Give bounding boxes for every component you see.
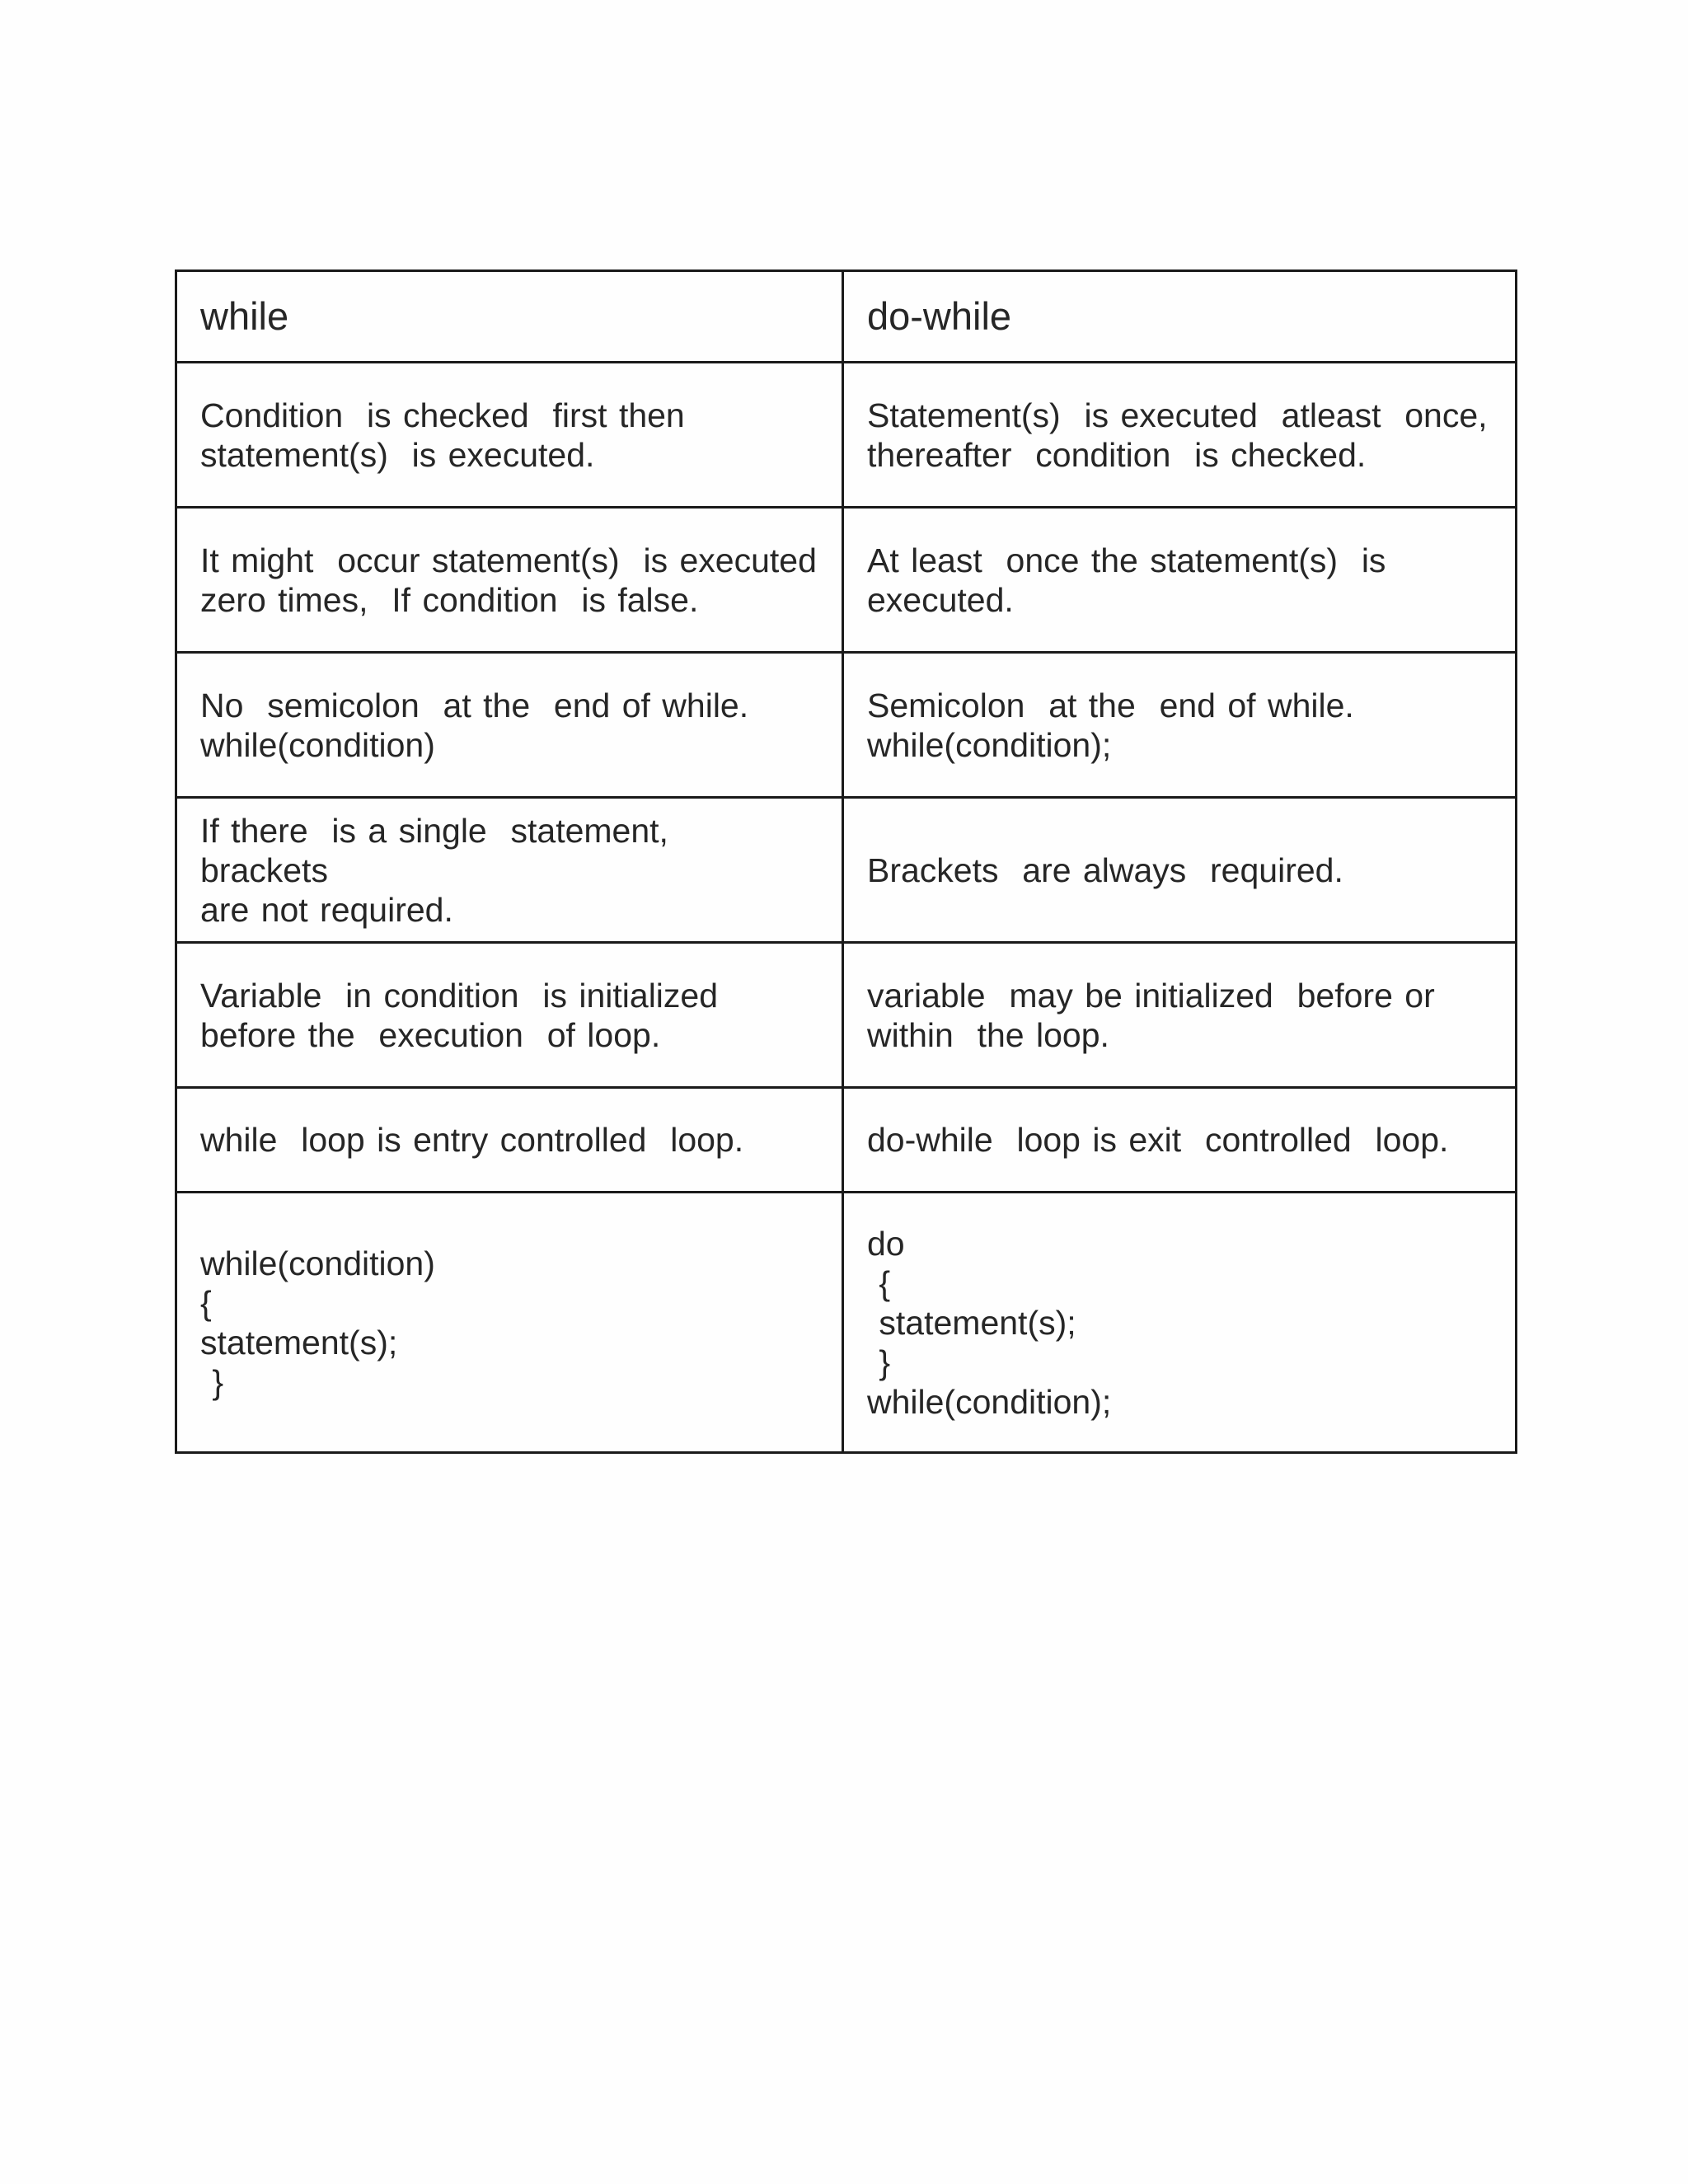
- table-row-code-example: [176, 1193, 1517, 1453]
- comparison-table: [175, 269, 1517, 1454]
- table-header-row: [176, 271, 1517, 363]
- table-cell-do-while: variable may be initialized before or within the loop.: [843, 943, 1517, 1088]
- table-row: [176, 798, 1517, 943]
- code-example-do-while: do { statement(s); } while(condition);: [843, 1193, 1517, 1453]
- table-row: [176, 363, 1517, 508]
- table-row: [176, 508, 1517, 653]
- table-cell-while: No semicolon at the end of while. while(condition): [176, 653, 843, 798]
- table-cell-while: It might occur statement(s) is executed zero times, If condition is false.: [176, 508, 843, 653]
- table-cell-while: If there is a single statement, brackets are not required.: [176, 798, 843, 943]
- table-cell-do-while: Semicolon at the end of while. while(condition);: [843, 653, 1517, 798]
- table-cell-while: Variable in condition is initialized before the execution of loop.: [176, 943, 843, 1088]
- code-example-while: while(condition) { statement(s); }: [176, 1193, 843, 1453]
- table-cell-do-while: do-while loop is exit controlled loop.: [843, 1088, 1517, 1193]
- table-row: [176, 943, 1517, 1088]
- table-cell-while: Condition is checked first then statement(s) is executed.: [176, 363, 843, 508]
- table-row: [176, 1088, 1517, 1193]
- table-row: [176, 653, 1517, 798]
- table-cell-do-while: Statement(s) is executed atleast once, thereafter condition is checked.: [843, 363, 1517, 508]
- table-cell-while: while loop is entry controlled loop.: [176, 1088, 843, 1193]
- table-cell-do-while: At least once the statement(s) is executed.: [843, 508, 1517, 653]
- header-cell-while: while: [176, 271, 843, 363]
- table-cell-do-while: Brackets are always required.: [843, 798, 1517, 943]
- header-cell-do-while: do-while: [843, 271, 1517, 363]
